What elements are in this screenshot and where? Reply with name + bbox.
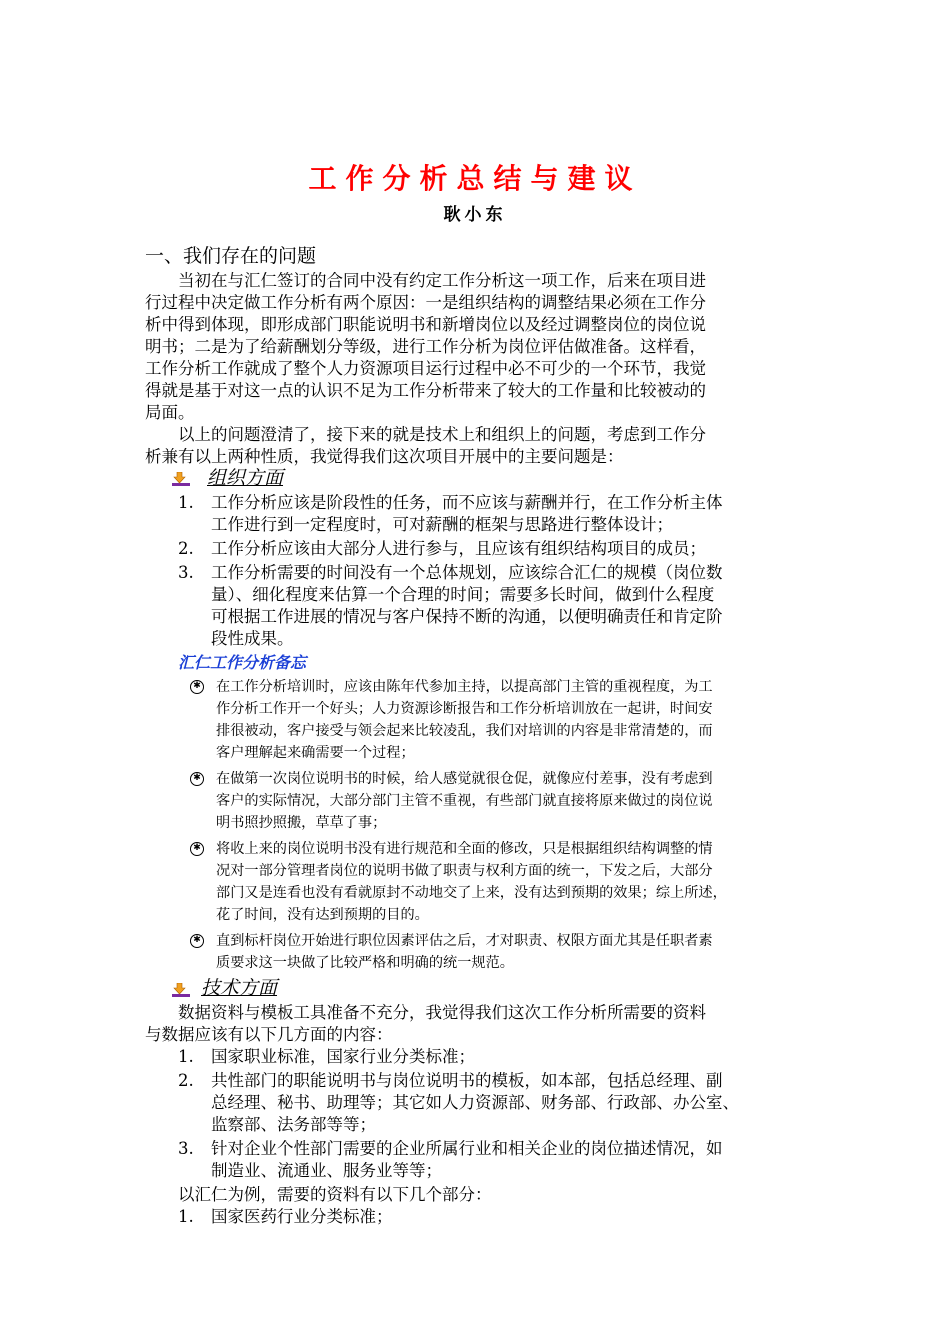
- subsection-heading: 技术方面: [201, 977, 278, 999]
- list-item-line: 工作分析应该由大部分人进行参与，且应该有组织结构项目的成员；: [211, 539, 706, 558]
- memo-line: 花了时间，没有达到预期的目的。: [216, 907, 429, 923]
- star-bullet-icon: ✱: [190, 680, 204, 694]
- paragraph-line: 明书；二是为了给薪酬划分等级，进行工作分析为岗位评估做准备。这样看，: [145, 337, 706, 356]
- arrow-bullet-icon: [172, 983, 190, 997]
- list-item-line: 工作分析应该是阶段性的任务，而不应该与薪酬并行，在工作分析主体: [211, 493, 723, 512]
- list-item-line: 工作分析需要的时间没有一个总体规划，应该综合汇仁的规模（岗位数: [211, 563, 723, 582]
- memo-line: 在做第一次岗位说明书的时候，给人感觉就很仓促，就像应付差事，没有考虑到: [216, 771, 713, 787]
- list-item-line: 总经理、秘书、助理等；其它如人力资源部、财务部、行政部、办公室、: [211, 1093, 739, 1112]
- list-number: 3.: [178, 1139, 194, 1158]
- paragraph-line: 以汇仁为例，需要的资料有以下几个部分：: [178, 1185, 492, 1204]
- document-title: 工作分析总结与建议: [308, 162, 642, 195]
- paragraph-line: 数据资料与模板工具准备不充分，我觉得我们这次工作分析所需要的资料: [178, 1003, 706, 1022]
- star-bullet-icon: ✱: [190, 772, 204, 786]
- list-item-line: 共性部门的职能说明书与岗位说明书的模板，如本部，包括总经理、副: [211, 1071, 723, 1090]
- star-bullet-icon: ✱: [190, 842, 204, 856]
- memo-line: 质要求这一块做了比较严格和明确的统一规范。: [216, 955, 514, 971]
- paragraph-line: 工作分析工作就成了整个人力资源项目运行过程中必不可少的一个环节，我觉: [145, 359, 706, 378]
- list-number: 2.: [178, 1071, 194, 1090]
- paragraph-line: 以上的问题澄清了，接下来的就是技术上和组织上的问题，考虑到工作分: [178, 425, 706, 444]
- list-number: 2.: [178, 539, 194, 558]
- memo-line: 客户的实际情况，大部分部门主管不重视，有些部门就直接将原来做过的岗位说: [216, 793, 713, 809]
- arrow-bullet-icon: [172, 472, 190, 486]
- list-item-line: 针对企业个性部门需要的企业所属行业和相关企业的岗位描述情况，如: [211, 1139, 723, 1158]
- memo-line: 明书照抄照搬，草草了事；: [216, 815, 387, 831]
- memo-line: 部门又是连看也没有看就原封不动地交了上来，没有达到预期的效果；综上所述，: [216, 885, 727, 901]
- paragraph-line: 析兼有以上两种性质，我觉得我们这次项目开展中的主要问题是：: [145, 447, 624, 466]
- paragraph-line: 当初在与汇仁签订的合同中没有约定工作分析这一项工作，后来在项目进: [178, 271, 706, 290]
- list-number: 3.: [178, 563, 194, 582]
- list-item-line: 段性成果。: [211, 629, 294, 648]
- list-number: 1.: [178, 1047, 194, 1066]
- list-item-line: 国家职业标准，国家行业分类标准；: [211, 1047, 475, 1066]
- memo-line: 况对一部分管理者岗位的说明书做了职责与权利方面的统一，下发之后，大部分: [216, 863, 713, 879]
- paragraph-line: 行过程中决定做工作分析有两个原因：一是组织结构的调整结果必须在工作分: [145, 293, 706, 312]
- paragraph-line: 局面。: [145, 403, 195, 422]
- list-number: 1.: [178, 493, 194, 512]
- paragraph-line: 析中得到体现，即形成部门职能说明书和新增岗位以及经过调整岗位的岗位说: [145, 315, 706, 334]
- memo-line: 将收上来的岗位说明书没有进行规范和全面的修改，只是根据组织结构调整的情: [216, 841, 713, 857]
- paragraph-line: 与数据应该有以下几方面的内容：: [145, 1025, 393, 1044]
- author-name: 耿小东: [443, 205, 507, 225]
- section-heading: 一、我们存在的问题: [145, 245, 317, 267]
- memo-line: 作分析工作开一个好头；人力资源诊断报告和工作分析培训放在一起讲，时间安: [216, 701, 713, 717]
- subsection-heading: 组织方面: [207, 467, 284, 489]
- memo-heading: 汇仁工作分析备忘: [178, 653, 307, 672]
- list-item-line: 监察部、法务部等等；: [211, 1115, 376, 1134]
- star-bullet-icon: ✱: [190, 934, 204, 948]
- list-item-line: 可根据工作进展的情况与客户保持不断的沟通，以便明确责任和肯定阶: [211, 607, 723, 626]
- list-number: 1.: [178, 1207, 194, 1226]
- list-item-line: 工作进行到一定程度时，可对薪酬的框架与思路进行整体设计；: [211, 515, 673, 534]
- paragraph-line: 得就是基于对这一点的认识不足为工作分析带来了较大的工作量和比较被动的: [145, 381, 706, 400]
- memo-line: 在工作分析培训时，应该由陈年代参加主持，以提高部门主管的重视程度，为工: [216, 679, 713, 695]
- memo-line: 直到标杆岗位开始进行职位因素评估之后，才对职责、权限方面尤其是任职者素: [216, 933, 713, 949]
- list-item-line: 制造业、流通业、服务业等等；: [211, 1161, 442, 1180]
- memo-line: 排很被动，客户接受与领会起来比较凌乱，我们对培训的内容是非常清楚的，而: [216, 723, 713, 739]
- memo-line: 客户理解起来确需要一个过程；: [216, 745, 415, 761]
- list-item-line: 国家医药行业分类标准；: [211, 1207, 393, 1226]
- list-item-line: 量）、细化程度来估算一个合理的时间；需要多长时间，做到什么程度: [211, 585, 715, 604]
